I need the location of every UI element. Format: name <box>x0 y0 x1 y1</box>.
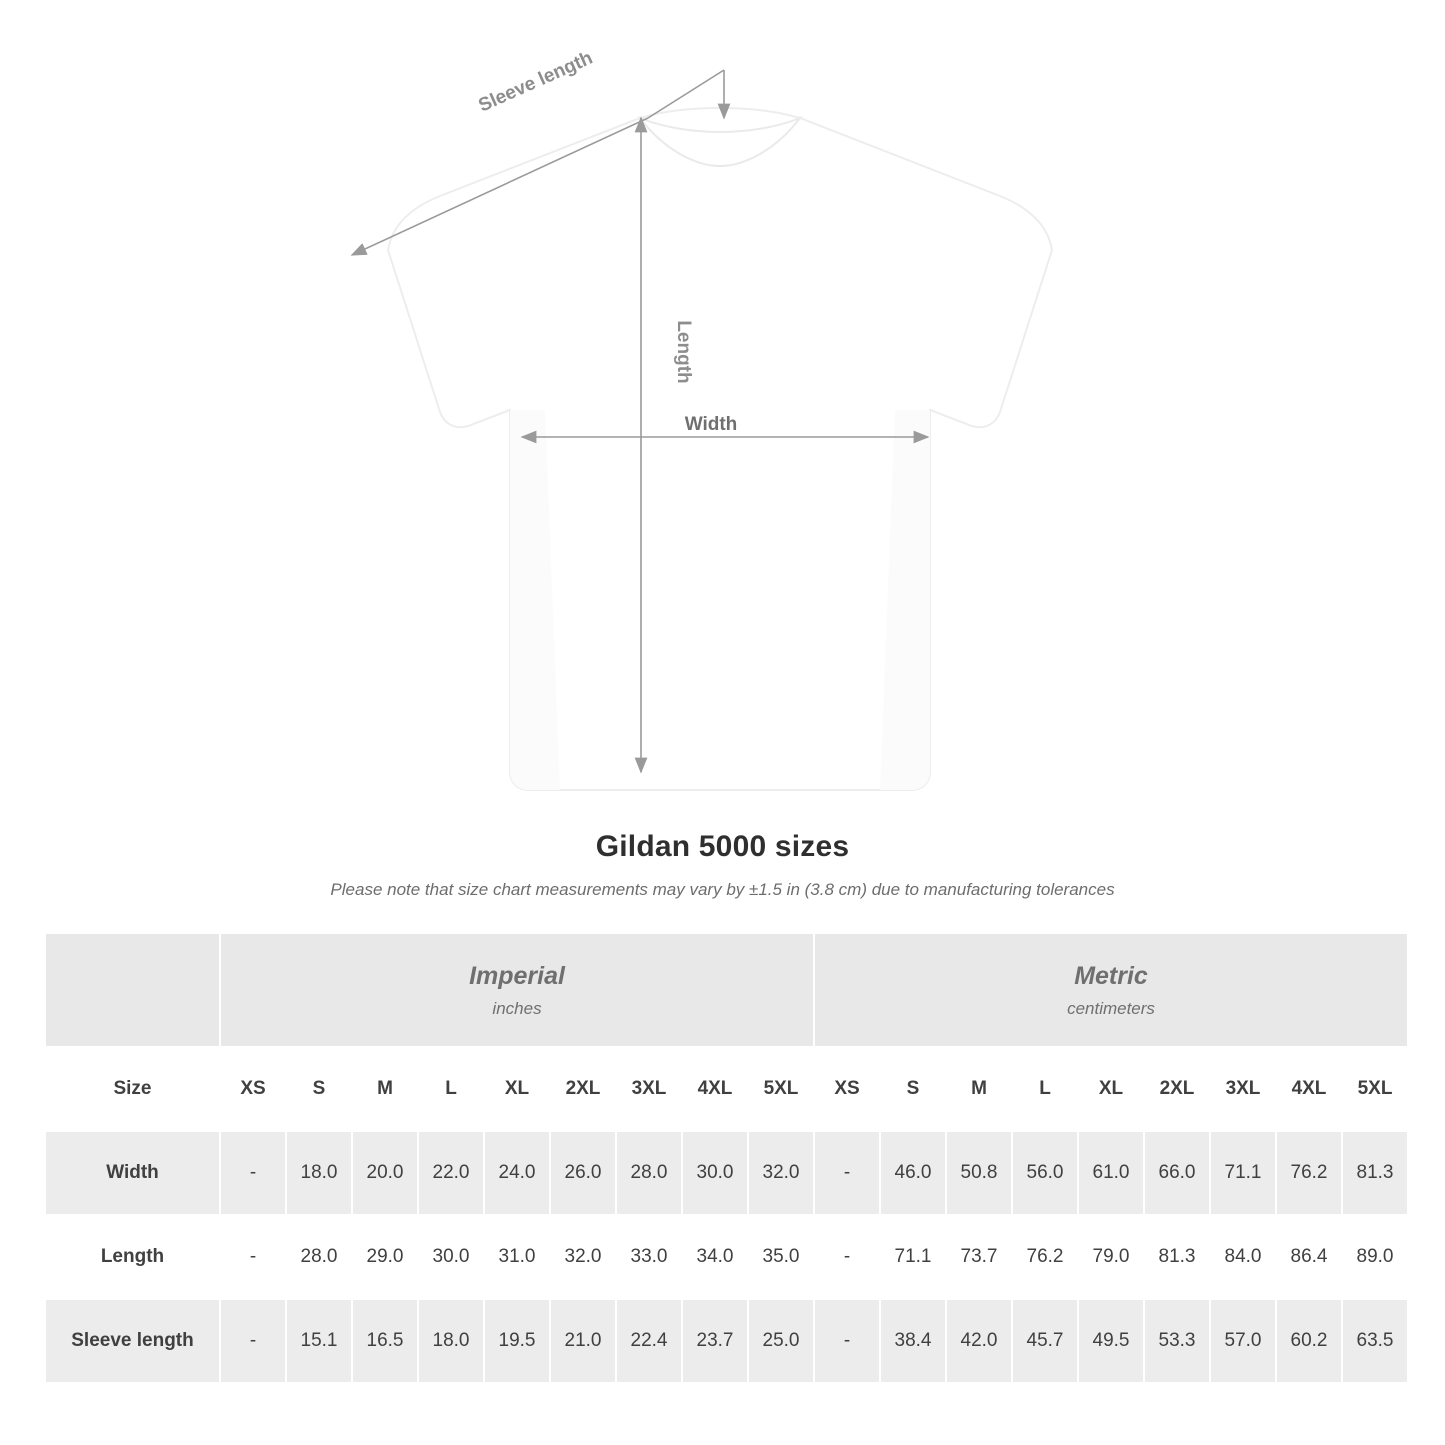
unit-sub-metric: centimeters <box>1067 998 1155 1018</box>
size-header-met-xs: XS <box>814 1047 880 1131</box>
size-header-imp-xl: XL <box>484 1047 550 1131</box>
tshirt-shape <box>388 108 1052 790</box>
size-header-met-5xl: 5XL <box>1342 1047 1408 1131</box>
size-header-imp-s: S <box>286 1047 352 1131</box>
cell-sleeve-met-5xl: 63.5 <box>1342 1299 1408 1383</box>
row-label-width: Width <box>45 1131 220 1215</box>
cell-width-met-s: 46.0 <box>880 1131 946 1215</box>
cell-length-imp-xl: 31.0 <box>484 1215 550 1299</box>
cell-sleeve-met-2xl: 53.3 <box>1144 1299 1210 1383</box>
cell-width-met-2xl: 66.0 <box>1144 1131 1210 1215</box>
cell-width-imp-l: 22.0 <box>418 1131 484 1215</box>
cell-width-imp-xs: - <box>220 1131 286 1215</box>
unit-header-row <box>45 933 1408 1047</box>
cell-sleeve-met-4xl: 60.2 <box>1276 1299 1342 1383</box>
cell-length-met-l: 76.2 <box>1012 1215 1078 1299</box>
size-table <box>44 932 1409 1384</box>
cell-length-imp-2xl: 32.0 <box>550 1215 616 1299</box>
table-row <box>45 1215 1408 1299</box>
size-header-imp-4xl: 4XL <box>682 1047 748 1131</box>
size-header-met-xl: XL <box>1078 1047 1144 1131</box>
table-row <box>45 1131 1408 1215</box>
cell-sleeve-imp-l: 18.0 <box>418 1299 484 1383</box>
cell-sleeve-met-l: 45.7 <box>1012 1299 1078 1383</box>
cell-sleeve-met-xl: 49.5 <box>1078 1299 1144 1383</box>
size-header-row <box>45 1047 1408 1131</box>
cell-width-met-3xl: 71.1 <box>1210 1131 1276 1215</box>
size-header-imp-xs: XS <box>220 1047 286 1131</box>
size-header-imp-2xl: 2XL <box>550 1047 616 1131</box>
row-label-sleeve-length: Sleeve length <box>45 1299 220 1383</box>
chart-title: Gildan 5000 sizes <box>595 830 850 863</box>
cell-length-imp-xs: - <box>220 1215 286 1299</box>
unit-header-spacer <box>45 933 220 1047</box>
sleeve-length-label: Sleeve length <box>475 47 596 117</box>
size-header-met-m: M <box>946 1047 1012 1131</box>
cell-sleeve-met-s: 38.4 <box>880 1299 946 1383</box>
cell-length-met-s: 71.1 <box>880 1215 946 1299</box>
chart-note: Please note that size chart measurements may vary by ±1.5 in (3.8 cm) due to manufacturing tolerances <box>330 880 1115 899</box>
cell-width-met-l: 56.0 <box>1012 1131 1078 1215</box>
cell-length-imp-3xl: 33.0 <box>616 1215 682 1299</box>
cell-width-imp-xl: 24.0 <box>484 1131 550 1215</box>
cell-length-imp-5xl: 35.0 <box>748 1215 814 1299</box>
size-header-imp-3xl: 3XL <box>616 1047 682 1131</box>
size-header-label: Size <box>45 1047 220 1131</box>
cell-length-imp-m: 29.0 <box>352 1215 418 1299</box>
size-table-wrapper <box>44 932 1401 1384</box>
cell-width-imp-2xl: 26.0 <box>550 1131 616 1215</box>
cell-sleeve-imp-4xl: 23.7 <box>682 1299 748 1383</box>
cell-width-imp-4xl: 30.0 <box>682 1131 748 1215</box>
size-header-met-3xl: 3XL <box>1210 1047 1276 1131</box>
size-header-imp-5xl: 5XL <box>748 1047 814 1131</box>
cell-sleeve-met-xs: - <box>814 1299 880 1383</box>
cell-sleeve-imp-xs: - <box>220 1299 286 1383</box>
cell-sleeve-imp-3xl: 22.4 <box>616 1299 682 1383</box>
size-header-met-2xl: 2XL <box>1144 1047 1210 1131</box>
table-row <box>45 1299 1408 1383</box>
unit-header-imperial <box>220 933 814 1047</box>
cell-length-met-5xl: 89.0 <box>1342 1215 1408 1299</box>
cell-length-imp-4xl: 34.0 <box>682 1215 748 1299</box>
cell-length-met-xs: - <box>814 1215 880 1299</box>
unit-name-metric: Metric <box>1074 961 1148 990</box>
cell-width-met-m: 50.8 <box>946 1131 1012 1215</box>
cell-sleeve-imp-m: 16.5 <box>352 1299 418 1383</box>
cell-width-imp-5xl: 32.0 <box>748 1131 814 1215</box>
cell-width-met-4xl: 76.2 <box>1276 1131 1342 1215</box>
cell-width-met-xs: - <box>814 1131 880 1215</box>
size-header-met-4xl: 4XL <box>1276 1047 1342 1131</box>
cell-sleeve-imp-5xl: 25.0 <box>748 1299 814 1383</box>
length-label: Length <box>673 320 694 384</box>
cell-sleeve-met-3xl: 57.0 <box>1210 1299 1276 1383</box>
size-header-imp-l: L <box>418 1047 484 1131</box>
cell-sleeve-imp-xl: 19.5 <box>484 1299 550 1383</box>
cell-length-met-4xl: 86.4 <box>1276 1215 1342 1299</box>
cell-width-imp-s: 18.0 <box>286 1131 352 1215</box>
cell-length-met-2xl: 81.3 <box>1144 1215 1210 1299</box>
size-header-met-s: S <box>880 1047 946 1131</box>
cell-length-met-m: 73.7 <box>946 1215 1012 1299</box>
cell-length-met-xl: 79.0 <box>1078 1215 1144 1299</box>
unit-header-metric <box>814 933 1408 1047</box>
width-label: Width <box>684 414 738 435</box>
size-header-imp-m: M <box>352 1047 418 1131</box>
row-label-length: Length <box>45 1215 220 1299</box>
title-block <box>0 830 1445 900</box>
cell-width-met-5xl: 81.3 <box>1342 1131 1408 1215</box>
cell-length-imp-s: 28.0 <box>286 1215 352 1299</box>
cell-length-met-3xl: 84.0 <box>1210 1215 1276 1299</box>
cell-width-imp-m: 20.0 <box>352 1131 418 1215</box>
unit-sub-imperial: inches <box>492 998 542 1018</box>
cell-sleeve-imp-2xl: 21.0 <box>550 1299 616 1383</box>
cell-length-imp-l: 30.0 <box>418 1215 484 1299</box>
unit-name-imperial: Imperial <box>469 961 565 990</box>
cell-sleeve-imp-s: 15.1 <box>286 1299 352 1383</box>
cell-width-met-xl: 61.0 <box>1078 1131 1144 1215</box>
size-header-met-l: L <box>1012 1047 1078 1131</box>
cell-width-imp-3xl: 28.0 <box>616 1131 682 1215</box>
cell-sleeve-met-m: 42.0 <box>946 1299 1012 1383</box>
